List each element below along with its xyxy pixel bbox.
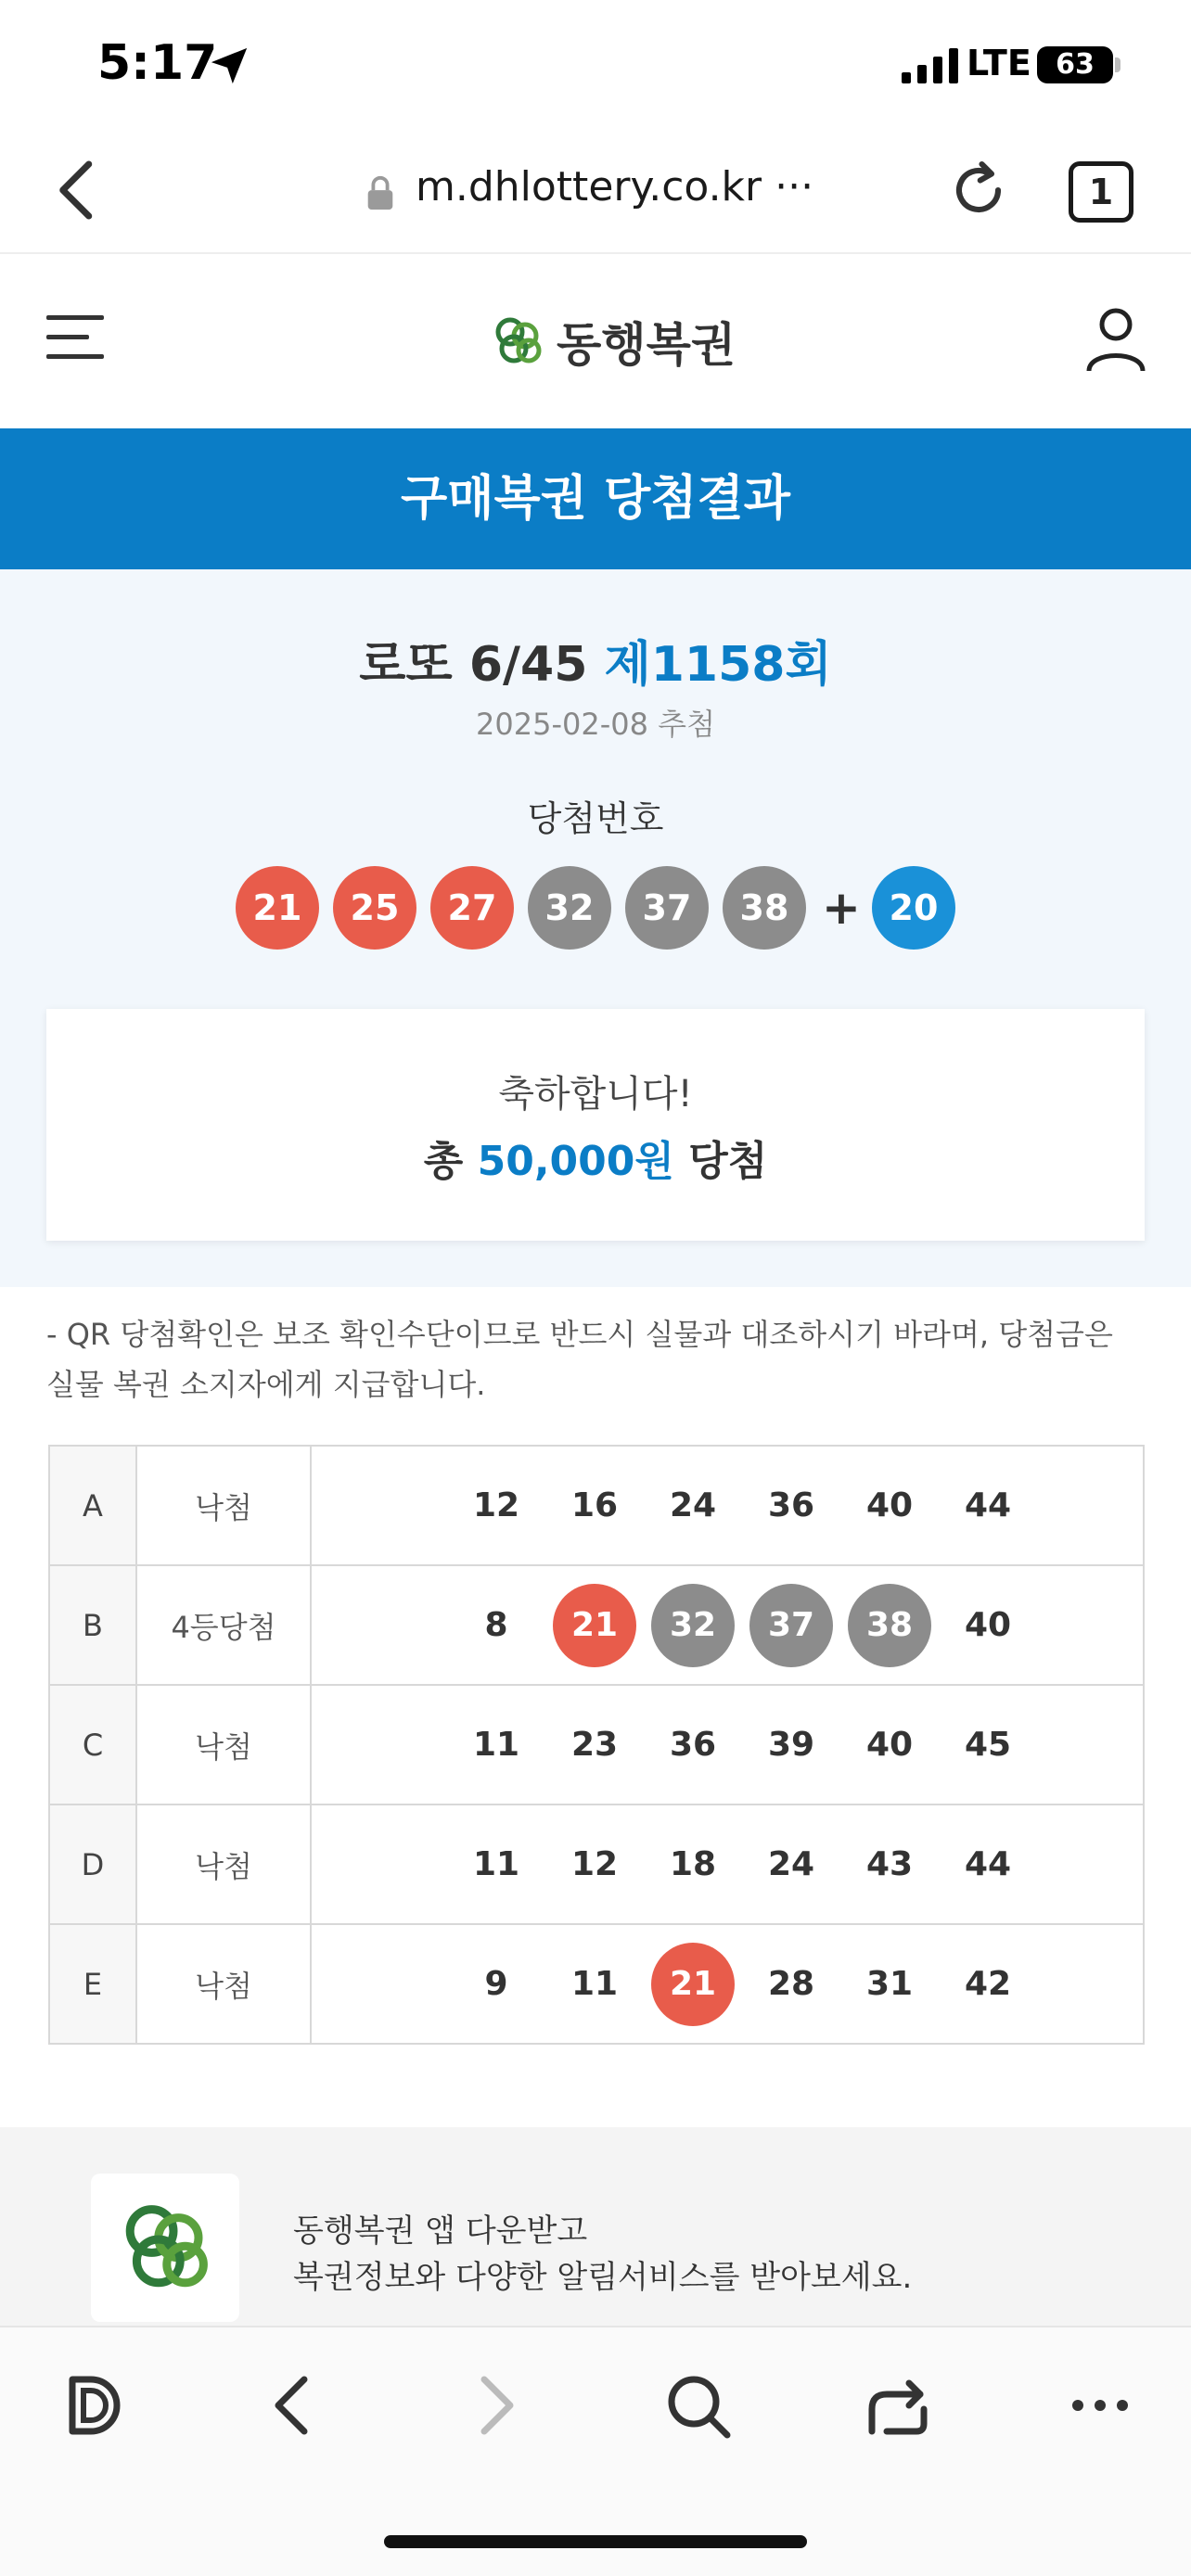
ticket-number: 18	[669, 1844, 717, 1883]
matched-number: 32	[651, 1584, 735, 1667]
hamburger-menu-icon[interactable]	[46, 313, 104, 362]
ticket-number: 9	[484, 1964, 508, 2003]
prize-summary-card	[46, 1009, 1145, 1241]
plus-sign: +	[822, 881, 861, 935]
url-address[interactable]: m.dhlottery.co.kr ···	[416, 163, 814, 210]
matched-number: 38	[848, 1584, 931, 1667]
status-time: 5:17	[97, 35, 218, 91]
battery-icon: 63	[1037, 46, 1113, 83]
table-row	[49, 1565, 1144, 1685]
matched-number: 21	[651, 1943, 735, 2026]
winning-ball-6: 38	[723, 866, 806, 950]
clover-logo-icon	[490, 313, 545, 369]
ticket-number: 11	[472, 1844, 520, 1883]
site-header	[0, 254, 1191, 428]
ticket-number: 11	[472, 1725, 520, 1764]
table-row	[49, 1924, 1144, 2044]
prize-amount: 50,000원	[477, 1138, 674, 1185]
ticket-numbers	[311, 1565, 1144, 1685]
ticket-number: 36	[669, 1725, 717, 1764]
slot-label: A	[49, 1446, 136, 1565]
app-logo	[91, 2174, 239, 2322]
browser-url-bar	[0, 130, 1191, 254]
qr-notice: - QR 당첨확인은 보조 확인수단이므로 반드시 실물과 대조하시기 바라며, 당첨금은 실물 복권 소지자에게 지급합니다.	[46, 1317, 1113, 1402]
more-icon[interactable]	[1063, 2368, 1137, 2442]
signal-icon	[902, 48, 959, 83]
slot-label: B	[49, 1565, 136, 1685]
table-row	[49, 1685, 1144, 1804]
home-indicator	[384, 2535, 807, 2548]
ticket-number: 31	[865, 1964, 914, 2003]
result-panel	[0, 569, 1191, 1287]
ticket-number: 24	[669, 1486, 717, 1524]
ticket-number: 44	[964, 1844, 1012, 1883]
location-arrow-icon	[208, 45, 250, 87]
ticket-number: 12	[472, 1486, 520, 1524]
page-title: 구매복권 당첨결과	[0, 428, 1191, 569]
ticket-number: 43	[865, 1844, 914, 1883]
winning-ball-3: 27	[430, 866, 514, 950]
matched-number: 21	[553, 1584, 636, 1667]
ticket-numbers	[311, 1446, 1144, 1565]
share-icon[interactable]	[861, 2368, 935, 2442]
ticket-number: 40	[865, 1725, 914, 1764]
ticket-numbers	[311, 1685, 1144, 1804]
duckduckgo-d-icon[interactable]	[58, 2368, 132, 2442]
ticket-number: 36	[767, 1486, 815, 1524]
back-icon[interactable]	[256, 2368, 330, 2442]
ticket-number: 45	[964, 1725, 1012, 1764]
battery-tip	[1115, 57, 1121, 72]
slot-label: D	[49, 1804, 136, 1924]
app-banner-line-1: 동행복권 앱 다운받고	[293, 2213, 588, 2250]
reload-icon[interactable]	[946, 158, 1011, 223]
ticket-results-table	[48, 1445, 1145, 2045]
ticket-number: 42	[964, 1964, 1012, 2003]
app-banner-line-2: 복권정보와 다양한 알림서비스를 받아보세요.	[293, 2259, 913, 2296]
winning-ball-5: 37	[625, 866, 709, 950]
winning-numbers-label: 당첨번호	[527, 798, 664, 839]
rank-label: 낙첨	[136, 1685, 311, 1804]
site-logo[interactable]	[490, 304, 736, 378]
ticket-number: 39	[767, 1725, 815, 1764]
table-row	[49, 1446, 1144, 1565]
logo-text: 동행복권	[557, 318, 736, 372]
ticket-number: 24	[767, 1844, 815, 1883]
ticket-number: 23	[570, 1725, 619, 1764]
prize-suffix: 당첨	[688, 1138, 768, 1185]
ticket-number: 12	[570, 1844, 619, 1883]
ticket-number: 28	[767, 1964, 815, 2003]
status-bar	[0, 0, 1191, 130]
lock-icon	[365, 174, 395, 210]
matched-number: 37	[749, 1584, 833, 1667]
winning-ball-1: 21	[236, 866, 319, 950]
rank-label: 4등당첨	[136, 1565, 311, 1685]
user-icon[interactable]	[1085, 306, 1146, 373]
rank-label: 낙첨	[136, 1446, 311, 1565]
draw-title	[0, 625, 1191, 695]
winning-ball-4: 32	[528, 866, 611, 950]
slot-label: C	[49, 1685, 136, 1804]
prize-prefix: 총	[423, 1138, 464, 1185]
congrats-message: 축하합니다!	[498, 1073, 693, 1116]
game-name: 로또 6/45	[359, 637, 588, 693]
ticket-number: 8	[484, 1605, 508, 1644]
ticket-numbers	[311, 1924, 1144, 2044]
app-download-banner[interactable]	[0, 2127, 1191, 2326]
rank-label: 낙첨	[136, 1804, 311, 1924]
ticket-number: 44	[964, 1486, 1012, 1524]
draw-date: 2025-02-08 추첨	[476, 707, 715, 742]
forward-icon[interactable]	[458, 2368, 532, 2442]
ticket-number: 11	[570, 1964, 619, 2003]
ticket-numbers	[311, 1804, 1144, 1924]
winning-ball-2: 25	[333, 866, 416, 950]
network-type: LTE	[967, 43, 1031, 83]
ticket-number: 16	[570, 1486, 619, 1524]
ticket-number: 40	[865, 1486, 914, 1524]
back-chevron-icon[interactable]	[46, 158, 102, 223]
search-icon[interactable]	[660, 2368, 735, 2442]
rank-label: 낙첨	[136, 1924, 311, 2044]
prize-total	[46, 1128, 1145, 1187]
bonus-ball: 20	[872, 866, 955, 950]
clover-logo-icon	[115, 2198, 215, 2298]
tabs-count-button[interactable]: 1	[1069, 161, 1133, 223]
ticket-number: 40	[964, 1605, 1012, 1644]
draw-round: 제1158회	[604, 637, 832, 693]
table-row	[49, 1804, 1144, 1924]
slot-label: E	[49, 1924, 136, 2044]
